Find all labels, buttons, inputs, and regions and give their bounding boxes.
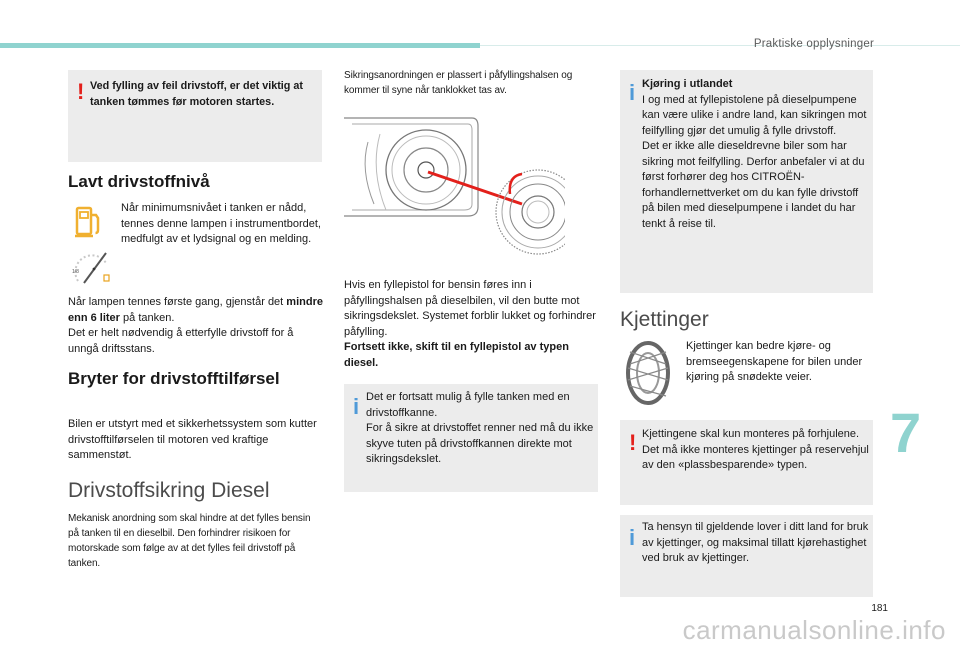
abroad-text2: Det er ikke alle dieseldrevne biler som har sikring mot feilfylling. Derfor anbefaler vi at du først forhører deg hos CITROËN-forhandlernettverket om du kan fylle drivstoff på bilen med dieselpumpene i landet du har tenkt å reise til.: [642, 140, 865, 230]
info-box-chain-laws: [620, 515, 873, 597]
switch-nozzle-warning: Fortsett ikke, skift til en fyllepistol av typen diesel.: [344, 341, 569, 369]
heading-low-fuel: Lavt drivstoffnivå: [68, 172, 210, 191]
fuel-can-line1: Det er fortsatt mulig å fylle tanken med en drivstoffkanne.: [366, 391, 570, 419]
warning-icon: !: [629, 430, 637, 455]
header-accent-bar: [0, 43, 480, 48]
warning-box-chains: [620, 420, 873, 505]
watermark: carmanualsonline.info: [682, 615, 946, 645]
heading-snow-chains: Kjettinger: [620, 308, 709, 331]
abroad-title: Kjøring i utlandet: [642, 78, 733, 90]
first-warning-suffix: på tanken.: [119, 311, 175, 324]
fuel-gauge-icon: [70, 247, 114, 287]
first-warning-prefix: Når lampen tennes første gang, gjenstår det: [68, 296, 287, 308]
info-icon: i: [353, 394, 360, 419]
info-icon: i: [629, 525, 636, 550]
svg-text:1/8: 1/8: [72, 269, 79, 275]
chains-warning-text: Kjettingene skal kun monteres på forhjulene. Det må ikke monteres kjettinger på reservehjul av den «plassbesparende» typen.: [642, 428, 869, 471]
page-number: 181: [871, 603, 888, 614]
info-box-fuel-can: [344, 384, 598, 492]
fuel-pump-icon: [72, 203, 104, 243]
refuel-necessity: Det er helt nødvendig å etterfylle drivstoff for å unngå driftsstans.: [68, 327, 294, 355]
info-box-abroad: [620, 70, 873, 293]
warning-icon: !: [77, 79, 85, 104]
fuel-can-text: [366, 390, 594, 468]
snow-chain-illustration: [622, 340, 674, 406]
heading-diesel-misfuel: Drivstoffsikring Diesel: [68, 479, 270, 502]
fuel-can-line2: For å sikre at drivstoffet renner ned må du ikke skyve tuten på drivstoffkannen direkte mot sikringsdekslet.: [366, 422, 594, 465]
section-title: Praktiske opplysninger: [753, 38, 874, 50]
abroad-text1: I og med at fyllepistolene på dieselpumpene kan være ulike i andre land, kan sikringen mot feilfylling gjør det umulig å fylle drivstoff.: [642, 93, 867, 137]
first-warning-bold: mindre enn 6 liter: [68, 296, 323, 324]
wrong-nozzle-text: Hvis en fyllepistol for bensin føres inn i påfyllingshalsen på dieselbilen, vil den butte mot sikringsdekslet. Systemet forblir lukket og forhindrer påfylling.: [344, 279, 596, 338]
low-fuel-lamp-text: Når minimumsnivået i tanken er nådd, tennes denne lampen i instrumentbordet, medfulgt av et lydsignal og en melding.: [121, 202, 321, 245]
info-icon: i: [629, 80, 636, 105]
heading-fuel-cutoff: Bryter for drivstofftilførsel: [68, 369, 280, 388]
abroad-text: [642, 77, 870, 232]
fuel-cutoff-text: Bilen er utstyrt med et sikkerhetssystem som kutter drivstofftilførselen til motoren ved kraftige sammenstøt.: [68, 418, 317, 461]
chain-laws-text: Ta hensyn til gjeldende lover i ditt land for bruk av kjettinger, og maksimal tillatt kjørehastighet ved bruk av kjettinger.: [642, 521, 869, 564]
device-location-text: Sikringsanordningen er plassert i påfyllingshalsen og kommer til syne når tanklokket tas av.: [344, 70, 573, 96]
snow-chains-text: Kjettinger kan bedre kjøre- og bremseegenskapene for bilen under kjøring på snødekte veier.: [686, 340, 863, 383]
diesel-misfuel-text: Mekanisk anordning som skal hindre at det fylles bensin på tanken til en dieselbil. Den forhindrer risikoen for motorskade som følge av at det fylles feil drivstoff på tanken.: [68, 513, 311, 569]
low-fuel-first-warning: [68, 295, 323, 357]
header-rule: [480, 45, 960, 46]
fuel-flap-illustration: [340, 112, 565, 264]
warning-box: [68, 70, 322, 162]
chapter-number: 7: [890, 401, 922, 464]
warning-text: Ved fylling av feil drivstoff, er det viktig at tanken tømmes før motoren startes.: [90, 80, 303, 108]
